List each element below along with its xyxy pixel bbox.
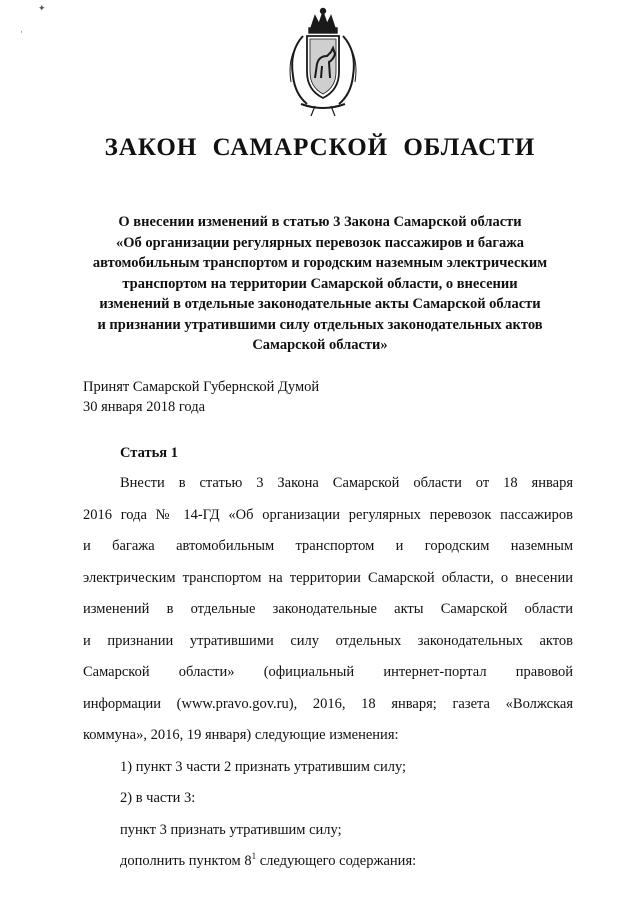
- adopted-date: 30 января 2018 года: [83, 399, 206, 415]
- subject-line: изменений в отдельные законодательные акты Самарской области: [99, 296, 541, 312]
- scan-mark: ·: [20, 27, 23, 37]
- article-line: 2016 года № 14-ГД «Об организации регулярных перевозок пассажиров: [83, 506, 573, 523]
- subject-line: О внесении изменений в статью 3 Закона Самарской области: [118, 214, 522, 230]
- article-line: Внести в статью 3 Закона Самарской области от 18 января: [120, 475, 573, 491]
- article-line: коммуна», 2016, 19 января) следующие изменения:: [83, 727, 399, 743]
- law-subject: [80, 212, 560, 356]
- article-body: [83, 468, 573, 878]
- last-line-superscript: 1: [251, 851, 257, 862]
- adoption-info: [83, 377, 319, 417]
- subject-line: Самарской области»: [252, 337, 388, 353]
- article-line: пункт 3 признать утратившим силу;: [120, 821, 342, 838]
- article-heading: Статья 1: [120, 445, 178, 461]
- subject-line: «Об организации регулярных перевозок пассажиров и багажа: [115, 234, 525, 251]
- article-line: электрическим транспортом на территории Самарской области, о внесении: [83, 569, 573, 586]
- article-line: и багажа автомобильным транспортом и городским наземным: [83, 538, 573, 554]
- article-line: изменений в отдельные законодательные акты Самарской области: [83, 601, 573, 617]
- last-line-text: дополнить пунктом 8: [120, 853, 252, 869]
- article-line: 1) пункт 3 части 2 признать утратившим силу;: [120, 758, 407, 775]
- article-line: Самарской области» (официальный интернет-портал правовой: [83, 664, 573, 680]
- last-line-suffix: следующего содержания:: [256, 853, 417, 869]
- article-line: 2) в части 3:: [120, 790, 196, 806]
- article-line: информации (www.pravo.gov.ru), 2016, 18 января; газета «Волжская: [83, 695, 573, 712]
- adopted-by: Принят Самарской Губернской Думой: [83, 379, 320, 395]
- scan-mark: ✦: [38, 3, 46, 13]
- article-line-last: [83, 846, 573, 878]
- subject-line: и признании утратившими силу отдельных законодательных актов: [97, 316, 543, 333]
- subject-line: автомобильным транспортом и городским наземным электрическим: [92, 255, 548, 271]
- article-line: и признании утратившими силу отдельных законодательных актов: [83, 632, 573, 649]
- law-title: ЗАКОН САМАРСКОЙ ОБЛАСТИ: [104, 134, 536, 161]
- subject-line: транспортом на территории Самарской области, о внесении: [122, 275, 518, 292]
- samara-coat-of-arms-icon: [275, 6, 371, 118]
